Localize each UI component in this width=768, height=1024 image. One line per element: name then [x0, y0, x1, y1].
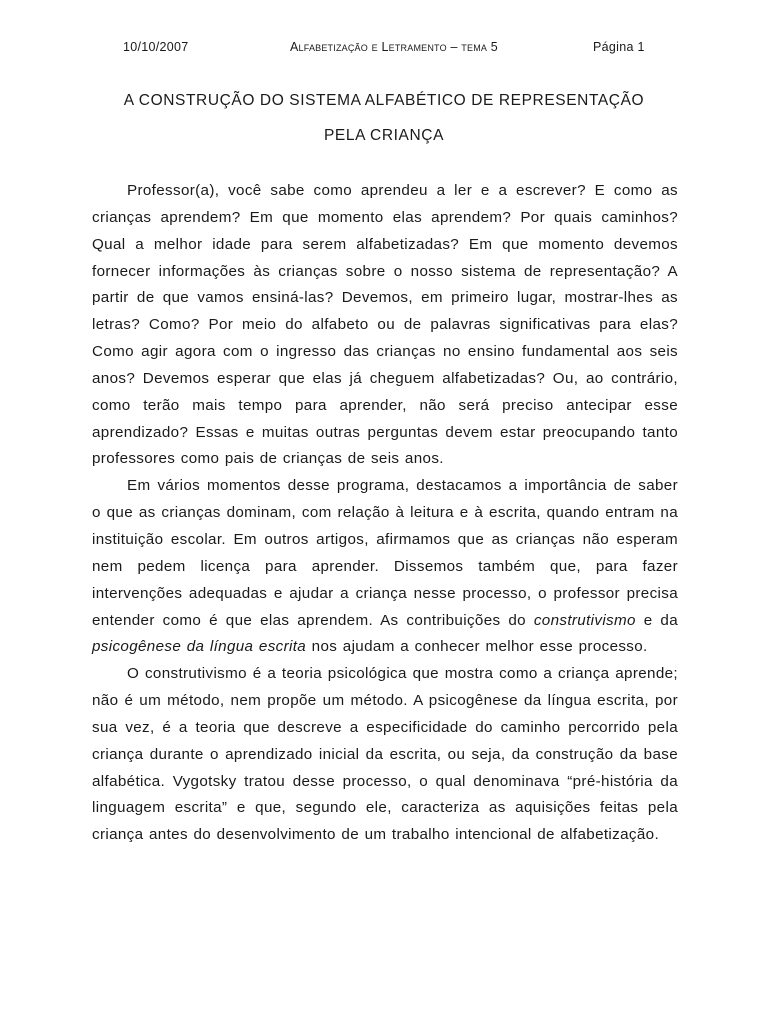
- header-page-number: Página 1: [593, 40, 645, 54]
- paragraph-3: O construtivismo é a teoria psicológica que mostra como a criança aprende; não é um método, nem propõe um método. A psicogênese da língua escrita, por sua vez, é a teoria que descreve a especificidade do caminho percorrido pela criança durante o aprendizado inicial da escrita, ou seja, da construção da base alfabética. Vygotsky tratou desse processo, o qual denominava “pré-história da linguagem escrita” e que, segundo ele, caracteriza as aquisições feitas pela criança antes do desenvolvimento de um trabalho intencional de alfabetização.: [92, 665, 678, 844]
- document-body: [92, 178, 678, 849]
- paragraph-1: Professor(a), você sabe como aprendeu a ler e a escrever? E como as crianças aprendem? Em que momento elas aprendem? Por quais caminhos? Qual a melhor idade para serem alfabetizadas? Em que momento devemos fornecer informações às crianças sobre o nosso sistema de representação? A partir de que vamos ensiná-las? Devemos, em primeiro lugar, mostrar-lhes as letras? Como? Por meio do alfabeto ou de palavras significativas para elas? Como agir agora com o ingresso das crianças no ensino fundamental aos seis anos? Devemos esperar que elas já cheguem alfabetizadas? Ou, ao contrário, como terão mais tempo para aprender, não será preciso antecipar esse aprendizado? Essas e muitas outras perguntas devem estar preocupando tanto professores como pais de crianças de seis anos.: [92, 182, 678, 468]
- paragraph-2-text-a: Em vários momentos desse programa, destacamos a importância de saber o que as crianças dominam, com relação à leitura e à escrita, quando entram na instituição escolar. Em outros artigos, afirmamos que as crianças não esperam nem pedem licença para aprender. Dissemos também que, para fazer intervenções adequadas e ajudar a criança nesse processo, o professor precisa entender como é que elas aprendem. As contribuições do: [92, 477, 678, 629]
- paragraph-2-text-c: nos ajudam a conhecer melhor esse processo.: [306, 638, 648, 656]
- term-construtivismo: construtivismo: [533, 611, 636, 629]
- running-header: [0, 40, 768, 58]
- paragraph-2-text-b: e da: [635, 611, 679, 629]
- term-psicogenese: psicogênese da língua escrita: [92, 638, 307, 656]
- document-title-line-1: A CONSTRUÇÃO DO SISTEMA ALFABÉTICO DE REPRESENTAÇÃO: [123, 92, 645, 109]
- paragraph-2: [92, 473, 678, 661]
- header-date: 10/10/2007: [123, 40, 189, 54]
- document-title-line-2: PELA CRIANÇA: [323, 127, 445, 144]
- header-title: Alfabetização e Letramento – tema 5: [290, 40, 498, 54]
